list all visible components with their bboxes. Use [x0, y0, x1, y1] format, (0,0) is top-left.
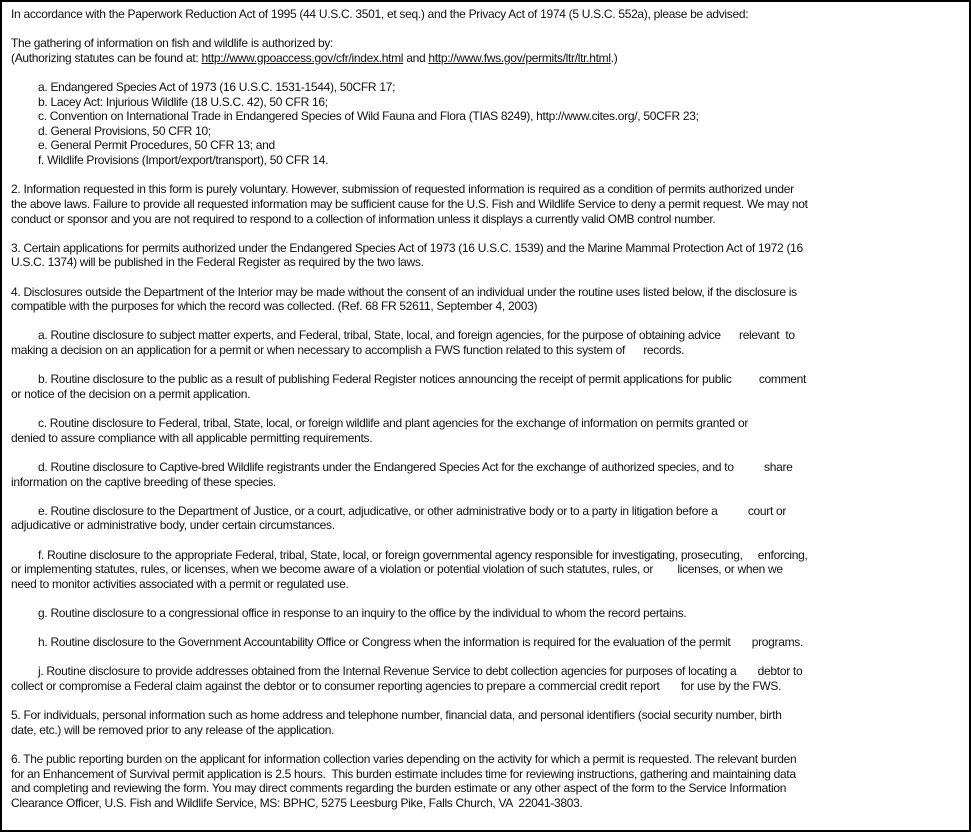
- statutes-suffix: .): [610, 50, 618, 65]
- paragraph-line: g. Routine disclosure to a congressional office in response to an inquiry to the office by the individual to whom the record pertains.: [38, 605, 687, 620]
- notice-paragraph: [11, 548, 959, 592]
- paragraph-line: conduct or sponsor and you are not required to respond to a collection of information unless it displays a currently valid OMB control number.: [11, 211, 716, 226]
- paragraph-line: for an Enhancement of Survival permit application is 2.5 hours. This burden estimate includes time for reviewing instructions, gathering and maintaining data: [11, 766, 796, 781]
- paragraph-line: adjudicative or administrative body, under certain circumstances.: [11, 518, 335, 533]
- statute-list: [11, 80, 959, 168]
- notice-paragraph: [11, 635, 959, 650]
- notice-paragraph: [11, 285, 959, 314]
- statutes-prefix: (Authorizing statutes can be found at:: [11, 50, 202, 65]
- paragraph-line: 3. Certain applications for permits authorized under the Endangered Species Act of 1973 (16 U.S.C. 1539) and the Marine Mammal Protection Act of 1972 (16: [11, 240, 803, 255]
- notice-paragraph: [11, 708, 959, 737]
- notice-paragraph: [11, 752, 959, 810]
- paragraph-line: the above laws. Failure to provide all requested information may be sufficient cause for the U.S. Fish and Wildlife Service to deny a permit request. We may not: [11, 196, 808, 211]
- notice-paragraph: [11, 241, 959, 270]
- blank-line: [11, 65, 959, 80]
- notice-paragraph: [11, 182, 959, 226]
- intro-text: In accordance with the Paperwork Reduction Act of 1995 (44 U.S.C. 3501, et seq.) and the Privacy Act of 1974 (5 U.S.C. 552a), please be advised:: [11, 7, 749, 21]
- paragraph-line: h. Routine disclosure to the Government Accountability Office or Congress when the information is required for the evaluation of the permit programs.: [38, 635, 804, 650]
- statute-list-item: a. Endangered Species Act of 1973 (16 U.S.C. 1531-1544), 50CFR 17;: [38, 80, 396, 95]
- paragraph-line: d. Routine disclosure to Captive-bred Wildlife registrants under the Endangered Species Act for the exchange of authorized species, and to share: [38, 459, 793, 474]
- paragraph-line: 6. The public reporting burden on the applicant for information collection varies depending on the activity for which a permit is requested. The relevant burden: [11, 752, 797, 767]
- paragraph-line: U.S.C. 1374) will be published in the Federal Register as required by the two laws.: [11, 255, 424, 270]
- gpoaccess-link[interactable]: http://www.gpoaccess.gov/cfr/index.html: [201, 50, 404, 65]
- paragraph-line: and completing and reviewing the form. You may direct comments regarding the burden estimate or any other aspect of the form to the Service Information: [11, 781, 787, 796]
- paragraph-line: 5. For individuals, personal information such as home address and telephone number, financial data, and personal identifiers (social security number, birth: [11, 708, 782, 723]
- paragraph-line: need to monitor activities associated with a permit or regulated use.: [11, 576, 349, 591]
- paragraph-line: denied to assure compliance with all applicable permitting requirements.: [11, 430, 373, 445]
- blank-line: [11, 314, 959, 329]
- blank-line: [11, 694, 959, 709]
- privacy-act-notice: [11, 7, 959, 811]
- notice-paragraph: [11, 416, 959, 445]
- blank-line: [11, 401, 959, 416]
- paragraph-line: collect or compromise a Federal claim against the debtor or to consumer reporting agencies to prepare a commercial credit report for use by the FWS.: [11, 679, 782, 694]
- authorization-heading: The gathering of information on fish and wildlife is authorized by:: [11, 36, 334, 51]
- blank-line: [11, 358, 959, 373]
- blank-line: [11, 168, 959, 183]
- paragraph-line: f. Routine disclosure to the appropriate Federal, tribal, State, local, or foreign governmental agency responsible for investigating, prosecuting, enforcing,: [38, 547, 808, 562]
- notice-paragraph: [11, 460, 959, 489]
- blank-line: [11, 621, 959, 636]
- statute-list-item: c. Convention on International Trade in Endangered Species of Wild Fauna and Flora (TIAS 8249), http://www.cites.org/, 50CFR 23;: [38, 109, 699, 124]
- paragraph-line: making a decision on an application for a permit or when necessary to accomplish a FWS function related to this system of records.: [11, 343, 685, 358]
- paragraph-line: or notice of the decision on a permit application.: [11, 386, 251, 401]
- notice-paragraphs: [11, 168, 959, 811]
- notice-paragraph: [11, 664, 959, 693]
- paragraph-line: date, etc.) will be removed prior to any release of the application.: [11, 722, 335, 737]
- paragraph-line: e. Routine disclosure to the Department of Justice, or a court, adjudicative, or other administrative body or to a party in litigation before a court or: [38, 503, 787, 518]
- statute-list-item: b. Lacey Act: Injurious Wildlife (18 U.S.C. 42), 50 CFR 16;: [38, 94, 328, 109]
- fws-permits-link[interactable]: http://www.fws.gov/permits/ltr/ltr.html: [428, 50, 611, 65]
- blank-line: [11, 737, 959, 752]
- notice-paragraph: [11, 606, 959, 621]
- paragraph-line: compatible with the purposes for which the record was collected. (Ref. 68 FR 52611, September 4, 2003): [11, 299, 538, 314]
- paragraph-line: 4. Disclosures outside the Department of the Interior may be made without the consent of an individual under the routine uses listed below, if the disclosure is: [11, 284, 797, 299]
- paragraph-line: b. Routine disclosure to the public as a result of publishing Federal Register notices announcing the receipt of permit applications for public comment: [38, 372, 807, 387]
- statutes-line: [11, 51, 959, 66]
- notice-paragraph: [11, 372, 959, 401]
- blank-line: [11, 591, 959, 606]
- blank-line: [11, 22, 959, 37]
- blank-line: [11, 650, 959, 665]
- statute-list-item: d. General Provisions, 50 CFR 10;: [38, 123, 211, 138]
- paragraph-line: information on the captive breeding of these species.: [11, 474, 276, 489]
- paragraph-line: 2. Information requested in this form is purely voluntary. However, submission of requested information is required as a condition of permits authorized under: [11, 182, 794, 197]
- paragraph-line: Clearance Officer, U.S. Fish and Wildlife Service, MS: BPHC, 5275 Leesburg Pike, Falls Church, VA 22041-3803.: [11, 795, 583, 810]
- statutes-and: and: [403, 50, 429, 65]
- notice-paragraph: [11, 328, 959, 357]
- blank-line: [11, 533, 959, 548]
- paragraph-line: c. Routine disclosure to Federal, tribal, State, local, or foreign wildlife and plant agencies for the exchange of information on permits granted or: [38, 416, 749, 431]
- notice-paragraph: [11, 504, 959, 533]
- blank-line: [11, 226, 959, 241]
- blank-line: [11, 270, 959, 285]
- statute-list-item: e. General Permit Procedures, 50 CFR 13; and: [38, 138, 275, 153]
- paragraph-line: j. Routine disclosure to provide addresses obtained from the Internal Revenue Service to debt collection agencies for purposes of locating a debtor to: [38, 664, 803, 679]
- paragraph-line: or implementing statutes, rules, or licenses, when we become aware of a violation or potential violation of such statutes, rules, or licenses, or when we: [11, 562, 783, 577]
- blank-line: [11, 445, 959, 460]
- paragraph-line: a. Routine disclosure to subject matter experts, and Federal, tribal, State, local, and foreign agencies, for the purpose of obtaining advice relevant to: [38, 328, 795, 343]
- statute-list-item: f. Wildlife Provisions (Import/export/transport), 50 CFR 14.: [38, 153, 329, 168]
- blank-line: [11, 489, 959, 504]
